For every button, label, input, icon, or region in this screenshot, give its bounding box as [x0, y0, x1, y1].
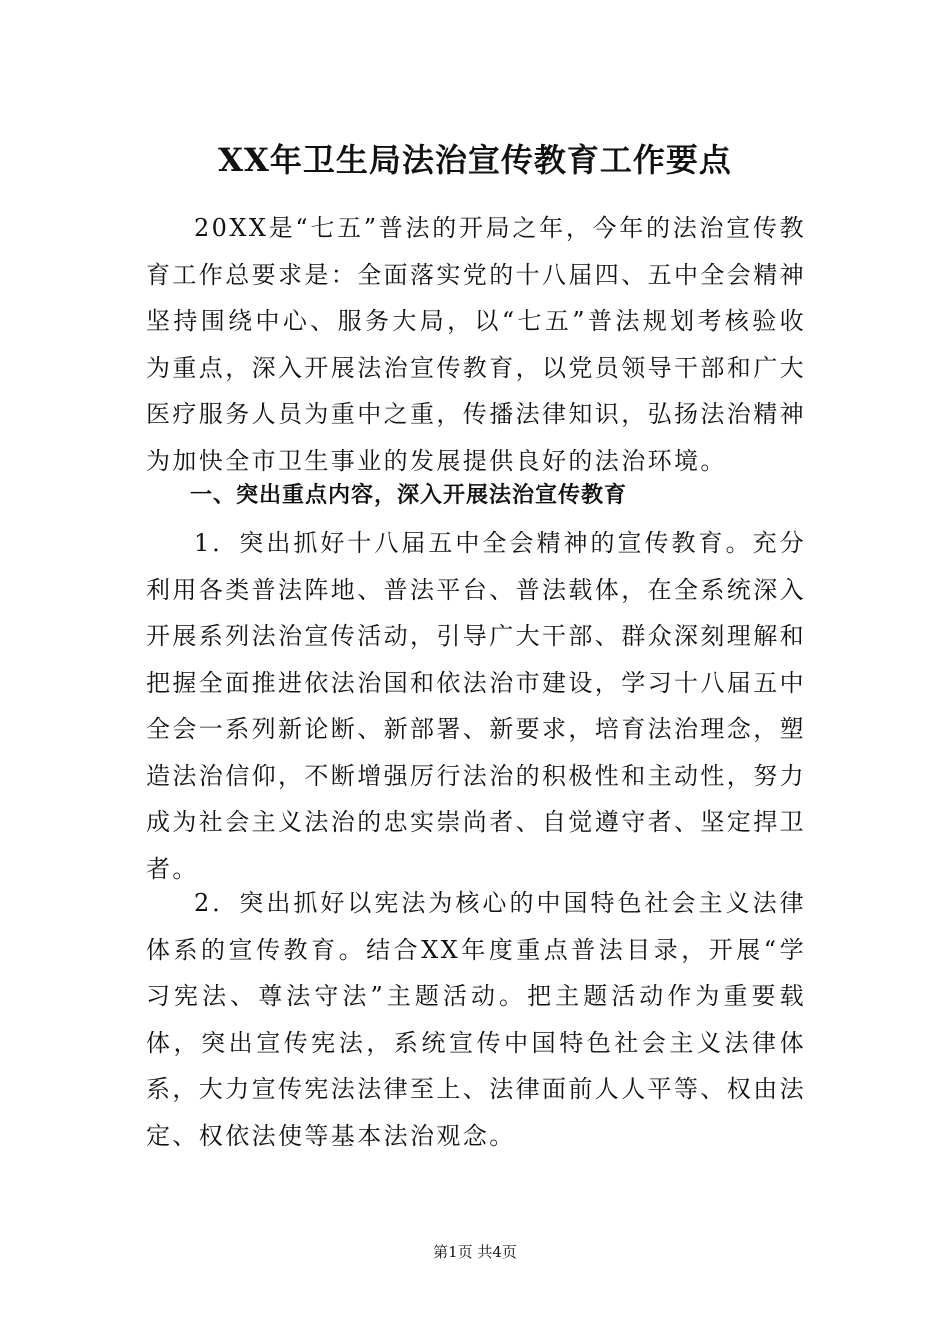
section-item-2: 2．突出抓好以宪法为核心的中国特色社会主义法律体系的宣传教育。结合XX年度重点普法目录，开展“学习宪法、尊法守法”主题活动。把主题活动作为重要载体，突出宣传宪法，系统宣传中国特色社会主义法律体系，大力宣传宪法法律至上、法律面前人人平等、权由法定、权依法使等基本法治观念。	[146, 889, 806, 1150]
section-item-1: 1．突出抓好十八届五中全会精神的宣传教育。充分利用各类普法阵地、普法平台、普法载体，在全系统深入开展系列法治宣传活动，引导广大干部、群众深刻理解和把握全面推进依法治国和依法治市建设，学习十八届五中全会一系列新论断、新部署、新要求，培育法治理念，塑造法治信仰，不断增强厉行法治的积极性和主动性，努力成为社会主义法治的忠实崇尚者、自觉遵守者、坚定捍卫者。	[146, 529, 806, 883]
section-heading: 一、突出重点内容，深入开展法治宣传教育	[190, 483, 628, 508]
page-footer: 第1页 共4页	[433, 1243, 517, 1261]
intro-paragraph: 20XX是“七五”普法的开局之年，今年的法治宣传教育工作总要求是：全面落实党的十八届四、五中全会精神坚持围绕中心、服务大局，以“七五”普法规划考核验收为重点，深入开展法治宣传教育，以党员领导干部和广大医疗服务人员为重中之重，传播法律知识，弘扬法治精神为加快全市卫生事业的发展提供良好的法治环境。	[146, 214, 806, 475]
document-title: XX年卫生局法治宣传教育工作要点	[218, 141, 732, 179]
